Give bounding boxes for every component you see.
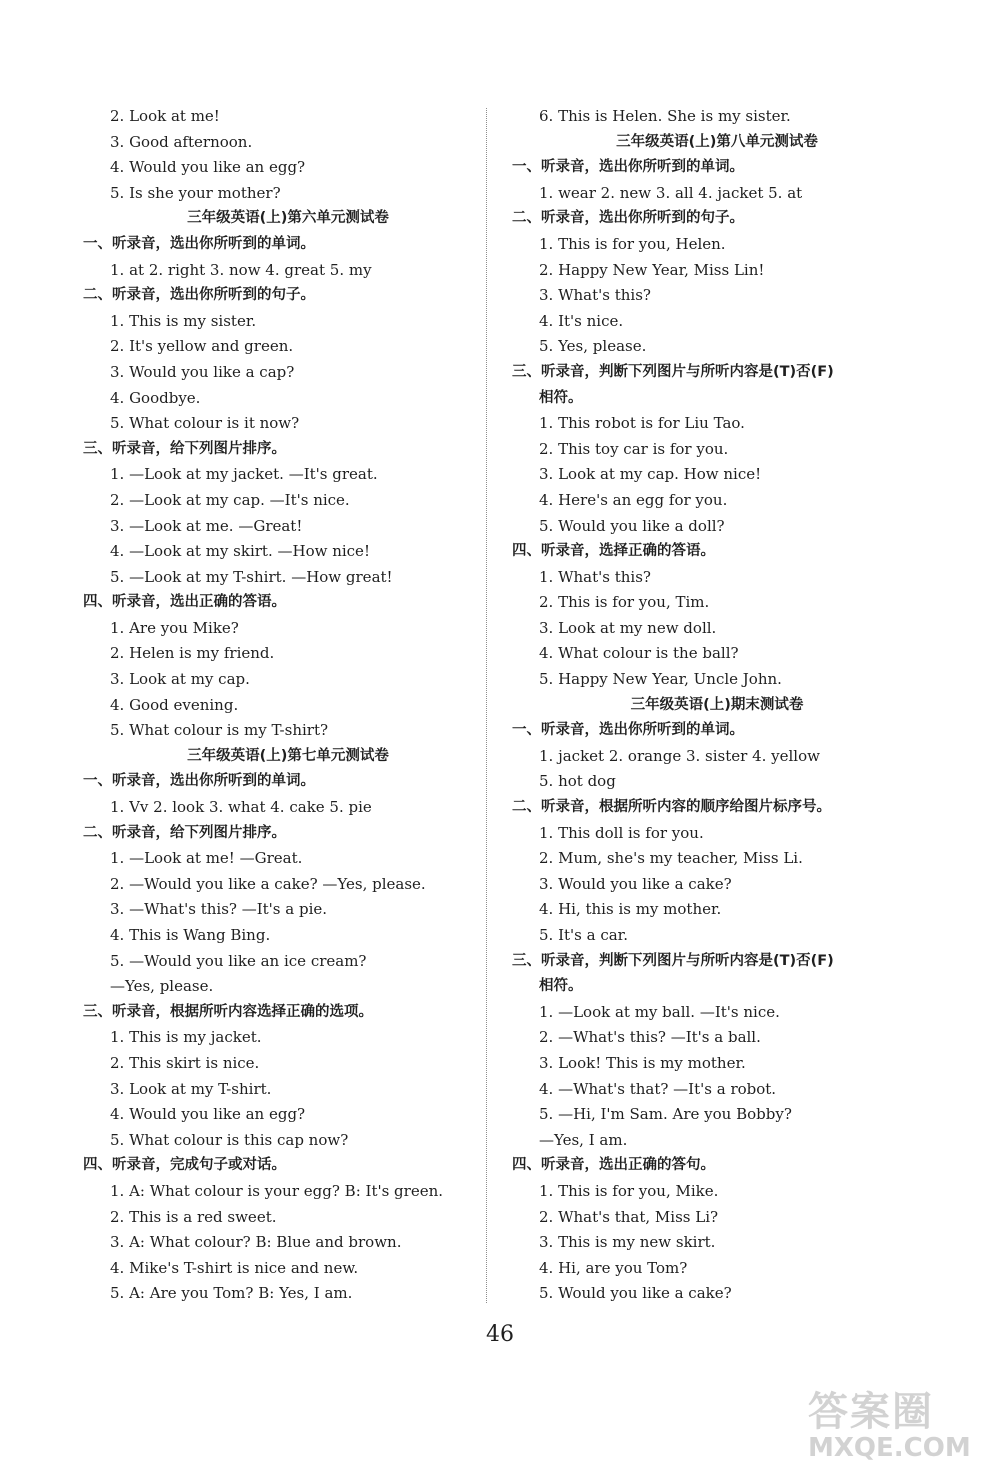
- answer-line: 5. What colour is it now?: [110, 414, 300, 433]
- answer-line: 1. jacket 2. orange 3. sister 4. yellow: [539, 746, 820, 765]
- answer-line: 3. Look! This is my mother.: [539, 1053, 746, 1072]
- section-heading: 一、听录音，选出你所听到的单词。: [512, 159, 744, 176]
- answer-line: 4. It's nice.: [539, 311, 624, 330]
- section-heading: 一、听录音，选出你所听到的单词。: [512, 722, 744, 739]
- answer-line: 5. A: Are you Tom? B: Yes, I am.: [110, 1284, 353, 1303]
- section-heading: 三、听录音，判断下列图片与所听内容是(T)否(F): [512, 952, 834, 969]
- section-heading: 相符。: [539, 978, 583, 995]
- right-column: [512, 104, 902, 1307]
- answer-line: 3. Would you like a cap?: [110, 362, 295, 381]
- answer-line: 2. This skirt is nice.: [110, 1053, 260, 1072]
- test-title: 三年级英语(上)第六单元测试卷: [187, 210, 389, 227]
- column-divider: [486, 108, 487, 1303]
- answer-line: 3. —What's this? —It's a pie.: [110, 900, 328, 919]
- section-heading: 相符。: [539, 389, 583, 406]
- section-heading: 二、听录音，给下列图片排序。: [83, 824, 286, 841]
- answer-line: 1. This is my sister.: [110, 311, 257, 330]
- answer-line: 2. —Would you like a cake? —Yes, please.: [110, 874, 426, 893]
- answer-line: 1. at 2. right 3. now 4. great 5. my: [110, 260, 372, 279]
- answer-line: 2. Look at me!: [110, 107, 220, 125]
- answer-line: 1. —Look at my jacket. —It's great.: [110, 465, 378, 484]
- answer-line: 5. —Would you like an ice cream?: [110, 951, 367, 970]
- answer-line: 4. Would you like an egg?: [110, 158, 306, 177]
- answer-line: 4. —What's that? —It's a robot.: [539, 1079, 777, 1098]
- answer-line: 2. Happy New Year, Miss Lin!: [539, 260, 765, 279]
- answer-line: 1. This robot is for Liu Tao.: [539, 414, 745, 433]
- answer-line: 1. Vv 2. look 3. what 4. cake 5. pie: [110, 798, 372, 817]
- section-heading: 二、听录音，选出你所听到的句子。: [83, 287, 315, 304]
- answer-line: 2. —What's this? —It's a ball.: [539, 1028, 761, 1047]
- answer-line: 3. Look at my new doll.: [539, 618, 717, 637]
- answer-line: 1. What's this?: [539, 567, 651, 586]
- answer-line: 2. Mum, she's my teacher, Miss Li.: [539, 849, 803, 868]
- answer-line: 1. This is for you, Helen.: [539, 234, 726, 253]
- answer-line: —Yes, I am.: [539, 1130, 628, 1149]
- answer-line: 6. This is Helen. She is my sister.: [539, 107, 791, 125]
- answer-line: 2. This is a red sweet.: [110, 1207, 277, 1226]
- section-heading: 一、听录音，选出你所听到的单词。: [83, 235, 315, 252]
- answer-line: 2. Helen is my friend.: [110, 644, 275, 663]
- answer-line: 5. —Look at my T-shirt. —How great!: [110, 567, 393, 586]
- answer-line: 4. Good evening.: [110, 695, 239, 714]
- answer-line: 3. Look at my cap. How nice!: [539, 465, 762, 484]
- answer-line: 5. It's a car.: [539, 926, 628, 944]
- section-heading: 三、听录音，根据所听内容选择正确的选项。: [83, 1003, 373, 1020]
- answer-line: 1. A: What colour is your egg? B: It's green.: [110, 1181, 444, 1200]
- section-heading: 二、听录音，选出你所听到的句子。: [512, 210, 744, 227]
- answer-line: 5. hot dog: [539, 772, 616, 791]
- answer-line: 5. Happy New Year, Uncle John.: [539, 670, 782, 689]
- test-title: 三年级英语(上)第八单元测试卷: [616, 133, 818, 150]
- answer-line: 4. Here's an egg for you.: [539, 490, 728, 509]
- answer-line: 3. What's this?: [539, 286, 651, 305]
- answer-line: 1. This is for you, Mike.: [539, 1181, 719, 1200]
- answer-line: 2. This toy car is for you.: [539, 439, 729, 458]
- section-heading: 四、听录音，选出正确的答句。: [512, 1157, 715, 1174]
- answer-line: 5. What colour is this cap now?: [110, 1130, 349, 1149]
- section-heading: 一、听录音，选出你所听到的单词。: [83, 773, 315, 790]
- answer-line: 3. This is my new skirt.: [539, 1233, 716, 1252]
- answer-line: 4. Hi, this is my mother.: [539, 900, 722, 919]
- answer-line: 3. Look at my cap.: [110, 670, 250, 689]
- answer-line: 3. —Look at me. —Great!: [110, 516, 303, 535]
- answer-line: 1. This doll is for you.: [539, 823, 704, 842]
- answer-line: —Yes, please.: [110, 977, 214, 996]
- answer-line: 1. Are you Mike?: [110, 618, 239, 637]
- page-number: 46: [486, 1322, 514, 1347]
- section-heading: 四、听录音，选出正确的答语。: [83, 594, 286, 611]
- answer-line: 5. —Hi, I'm Sam. Are you Bobby?: [539, 1105, 792, 1124]
- answer-line: 5. Yes, please.: [539, 337, 647, 356]
- answer-line: 3. Would you like a cake?: [539, 874, 732, 893]
- answer-line: 3. Look at my T-shirt.: [110, 1079, 272, 1098]
- answer-line: 4. What colour is the ball?: [539, 644, 739, 663]
- answer-line: 5. Would you like a cake?: [539, 1284, 732, 1303]
- section-heading: 二、听录音，根据所听内容的顺序给图片标序号。: [512, 799, 831, 816]
- answer-line: 1. —Look at my ball. —It's nice.: [539, 1002, 780, 1021]
- answer-line: 2. What's that, Miss Li?: [539, 1207, 719, 1226]
- answer-line: 4. Would you like an egg?: [110, 1105, 306, 1124]
- answer-line: 2. This is for you, Tim.: [539, 593, 710, 612]
- section-heading: 三、听录音，判断下列图片与所听内容是(T)否(F): [512, 363, 834, 380]
- answer-line: 5. Is she your mother?: [110, 183, 281, 202]
- section-heading: 四、听录音，选择正确的答语。: [512, 543, 715, 560]
- answer-line: 2. It's yellow and green.: [110, 337, 294, 356]
- answer-line: 1. —Look at me! —Great.: [110, 849, 303, 868]
- test-title: 三年级英语(上)期末测试卷: [630, 696, 804, 713]
- test-title: 三年级英语(上)第七单元测试卷: [187, 747, 389, 764]
- answer-line: 4. Goodbye.: [110, 388, 201, 407]
- answer-line: 3. A: What colour? B: Blue and brown.: [110, 1233, 402, 1252]
- watermark-text: 答案圈: [808, 1389, 934, 1435]
- watermark-logo: [808, 1380, 998, 1468]
- answer-line: 4. Mike's T-shirt is nice and new.: [110, 1258, 359, 1277]
- answer-line: 2. —Look at my cap. —It's nice.: [110, 490, 350, 509]
- answer-line: 1. wear 2. new 3. all 4. jacket 5. at: [539, 183, 803, 202]
- section-heading: 三、听录音，给下列图片排序。: [83, 440, 286, 457]
- section-heading: 四、听录音，完成句子或对话。: [83, 1157, 286, 1174]
- left-column: [83, 104, 473, 1307]
- answer-line: 4. —Look at my skirt. —How nice!: [110, 542, 370, 561]
- answer-line: 4. Hi, are you Tom?: [539, 1258, 688, 1277]
- answer-line: 5. Would you like a doll?: [539, 516, 725, 535]
- answer-line: 5. What colour is my T-shirt?: [110, 721, 329, 740]
- answer-line: 1. This is my jacket.: [110, 1028, 262, 1047]
- answer-line: 3. Good afternoon.: [110, 132, 253, 151]
- watermark-url: MXQE.COM: [808, 1433, 971, 1463]
- answer-line: 4. This is Wang Bing.: [110, 926, 271, 944]
